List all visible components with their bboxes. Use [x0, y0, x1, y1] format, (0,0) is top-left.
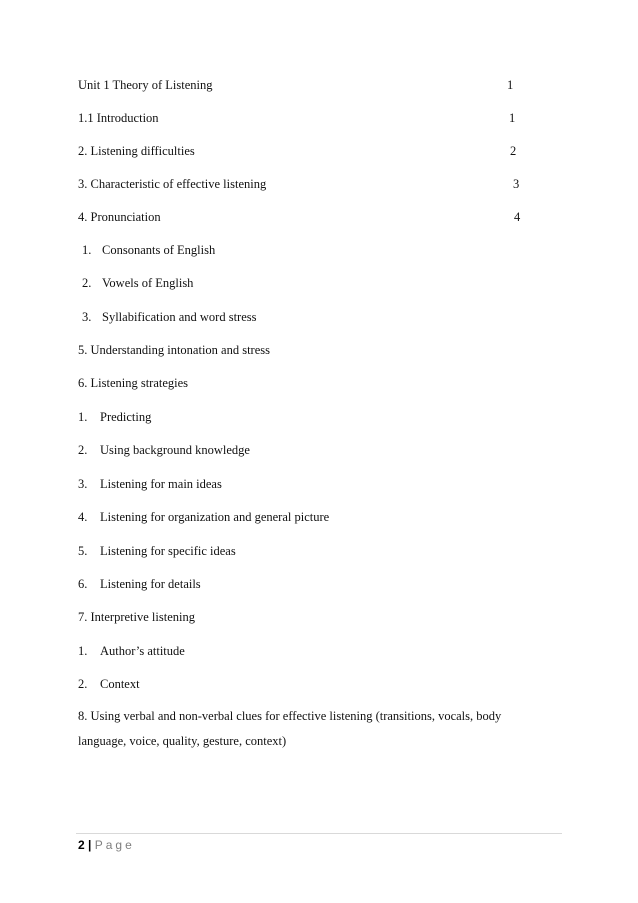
toc-entry-title: 4. Pronunciation	[78, 210, 161, 224]
interpretive-item-number: 1.	[78, 644, 88, 658]
section-7-title: 7. Interpretive listening	[78, 610, 195, 624]
footer-separator: |	[88, 838, 92, 852]
strategy-item-number: 4.	[78, 510, 88, 524]
toc-entry-page: 1	[509, 111, 516, 125]
toc-unit-page: 1	[507, 78, 514, 92]
footer-page-number: 2	[78, 838, 85, 852]
strategy-item-number: 1.	[78, 410, 88, 424]
pronunciation-item-text: Syllabification and word stress	[102, 310, 257, 324]
pronunciation-item-text: Vowels of English	[102, 276, 194, 290]
strategy-item-text: Using background knowledge	[100, 443, 250, 457]
toc-entry-title: 1.1 Introduction	[78, 111, 159, 125]
interpretive-item-number: 2.	[78, 677, 88, 691]
strategy-item-text: Listening for organization and general picture	[100, 510, 330, 524]
toc-entry-page: 2	[510, 144, 517, 158]
strategy-item-number: 6.	[78, 577, 88, 591]
pronunciation-item-number: 1.	[82, 243, 92, 257]
interpretive-item-text: Author’s attitude	[100, 644, 185, 658]
pronunciation-item-text: Consonants of English	[102, 243, 216, 257]
interpretive-item-text: Context	[100, 677, 140, 691]
strategy-item-text: Listening for details	[100, 577, 201, 591]
strategy-item-number: 2.	[78, 443, 88, 457]
strategy-item-number: 5.	[78, 544, 88, 558]
pronunciation-item-number: 3.	[82, 310, 92, 324]
strategy-item-number: 3.	[78, 477, 88, 491]
strategy-item-text: Listening for specific ideas	[100, 544, 236, 558]
section-5-title: 5. Understanding intonation and stress	[78, 343, 270, 357]
toc-entry-page: 3	[513, 177, 520, 191]
footer-divider	[76, 833, 562, 834]
section-6-title: 6. Listening strategies	[78, 376, 189, 390]
page-footer	[78, 837, 135, 853]
strategy-item-text: Predicting	[100, 410, 152, 424]
toc-entry-title: 3. Characteristic of effective listening	[78, 177, 267, 191]
strategy-item-text: Listening for main ideas	[100, 477, 222, 491]
section-8-title: 8. Using verbal and non-verbal clues for effective listening (transitions, vocals, body language, voice, quality, gesture, context)	[78, 709, 502, 748]
footer-page-word: Page	[94, 838, 135, 852]
toc-entry-title: 2. Listening difficulties	[78, 144, 195, 158]
toc-unit-title: Unit 1 Theory of Listening	[78, 78, 213, 92]
pronunciation-item-number: 2.	[82, 276, 92, 290]
toc-entry-page: 4	[514, 210, 521, 224]
